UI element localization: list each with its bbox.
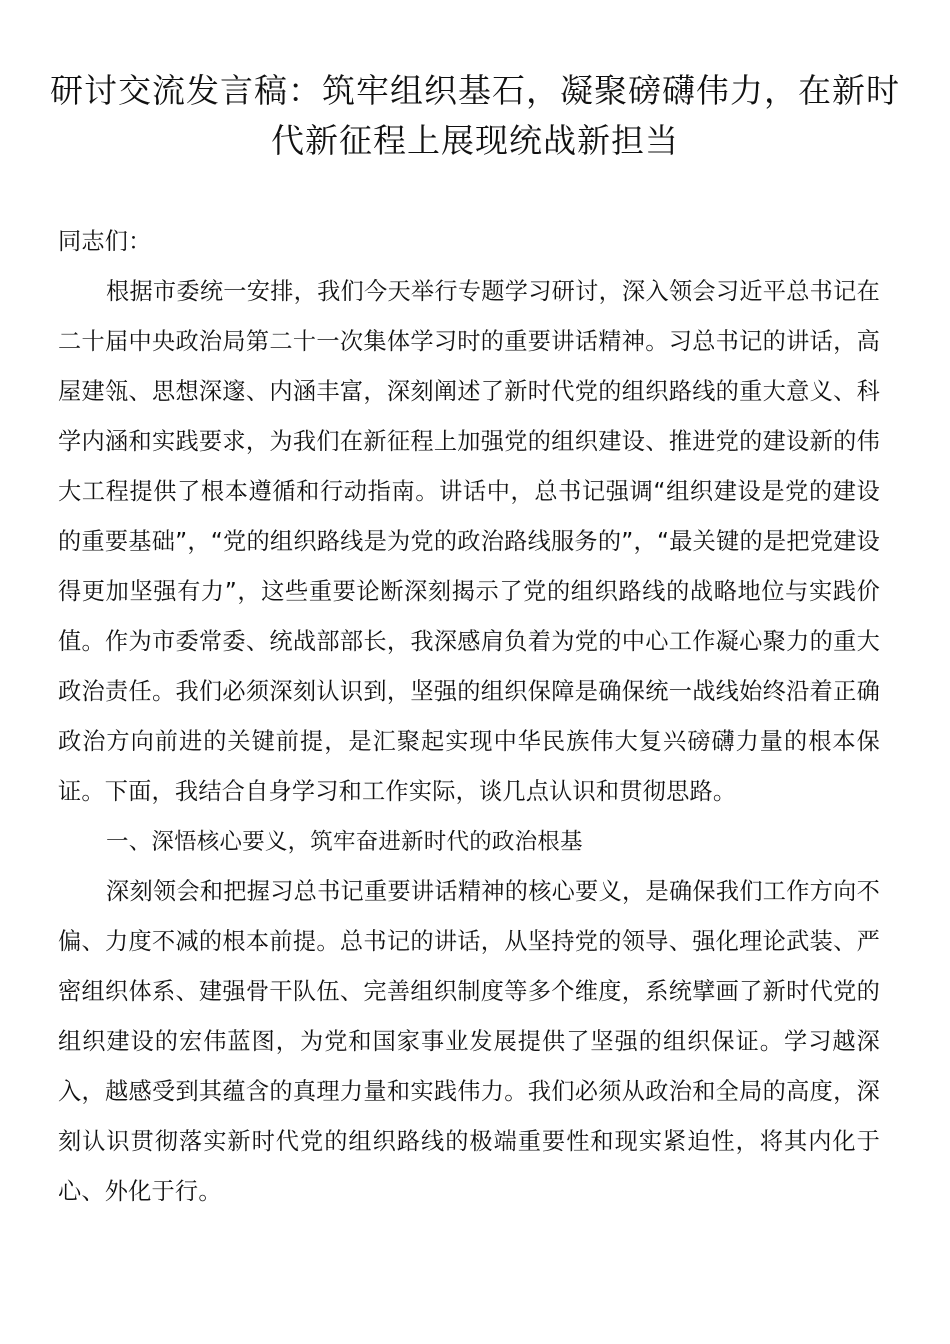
intro-paragraph: 根据市委统一安排，我们今天举行专题学习研讨，深入领会习近平总书记在二十届中央政治局第二十一次集体学习时的重要讲话精神。习总书记的讲话，高屋建瓴、思想深邃、内涵丰富，深刻阐述了新时代党的组织路线的重大意义、科学内涵和实践要求，为我们在新征程上加强党的组织建设、推进党的建设新的伟大工程提供了根本遵循和行动指南。讲话中，总书记强调“组织建设是党的建设的重要基础”，“党的组织路线是为党的政治路线服务的”，“最关键的是把党建设得更加坚强有力”，这些重要论断深刻揭示了党的组织路线的战略地位与实践价值。作为市委常委、统战部部长，我深感肩负着为党的中心工作凝心聚力的重大政治责任。我们必须深刻认识到，坚强的组织保障是确保统一战线始终沿着正确政治方向前进的关键前提，是汇聚起实现中华民族伟大复兴磅礴力量的根本保证。下面，我结合自身学习和工作实际，谈几点认识和贯彻思路。 — [58, 278, 880, 805]
salutation: 同志们： — [58, 228, 152, 255]
document-body — [58, 217, 880, 1217]
document-title: 研讨交流发言稿：筑牢组织基石，凝聚磅礴伟力，在新时代新征程上展现统战新担当 — [50, 71, 900, 160]
section-heading: 一、深悟核心要义，筑牢奋进新时代的政治根基 — [106, 829, 583, 855]
section-paragraph: 深刻领会和把握习总书记重要讲话精神的核心要义，是确保我们工作方向不偏、力度不减的根本前提。总书记的讲话，从坚持党的领导、强化理论武装、严密组织体系、建强骨干队伍、完善组织制度等多个维度，系统擘画了新时代党的组织建设的宏伟蓝图，为党和国家事业发展提供了坚强的组织保证。学习越深入，越感受到其蕴含的真理力量和实践伟力。我们必须从政治和全局的高度，深刻认识贯彻落实新时代党的组织路线的极端重要性和现实紧迫性，将其内化于心、外化于行。 — [58, 878, 880, 1205]
